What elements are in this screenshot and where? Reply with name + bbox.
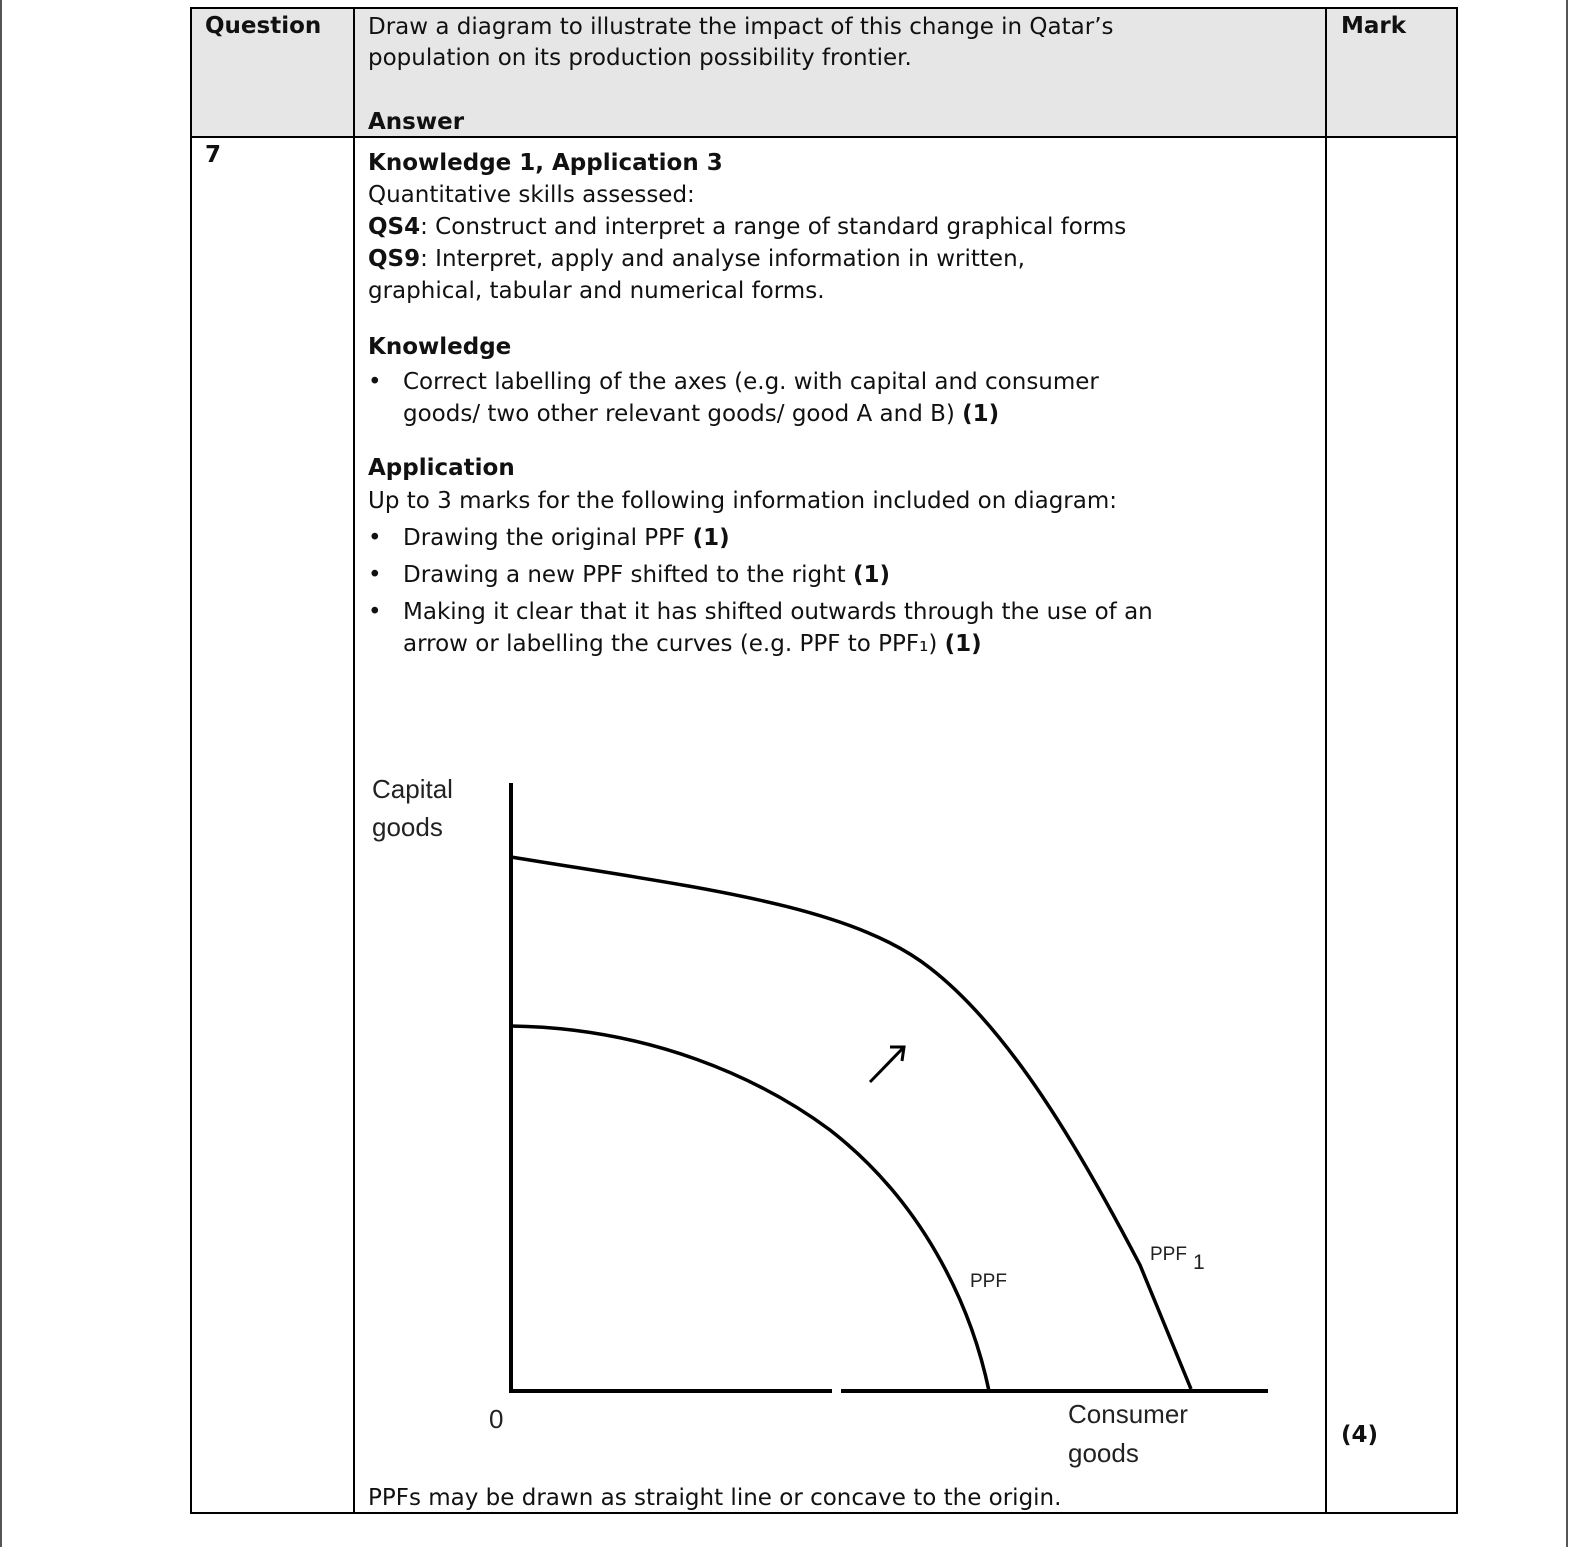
- bullet-text: Correct labelling of the axes (e.g. with capital and consumer: [403, 369, 1099, 395]
- mark-column-header: Mark: [1341, 13, 1407, 39]
- y-axis-label-line-2: goods: [372, 812, 443, 842]
- bullet-mark: (1): [944, 631, 982, 657]
- application-intro: Up to 3 marks for the following information included on diagram:: [368, 488, 1118, 514]
- bullet-icon: •: [368, 599, 382, 625]
- shift-arrow-icon: [870, 1047, 904, 1082]
- ppf1-label: PPF 1: [1150, 1244, 1205, 1274]
- question-column-header: Question: [205, 13, 322, 39]
- ppf-curve: [511, 1026, 989, 1391]
- bullet-text-line-2: arrow or labelling the curves (e.g. PPF to PPF₁) (1): [403, 631, 982, 657]
- qs4-text: : Construct and interpret a range of standard graphical forms: [420, 214, 1127, 240]
- x-axis-label-line-1: Consumer: [1068, 1399, 1188, 1429]
- bullet-mark: (1): [692, 525, 730, 551]
- origin-label: 0: [489, 1404, 504, 1434]
- qs9-text-line-2: graphical, tabular and numerical forms.: [368, 278, 825, 304]
- footnote: PPFs may be drawn as straight line or concave to the origin.: [368, 1485, 1062, 1511]
- y-axis-label-line-1: Capital: [372, 774, 453, 804]
- bullet-text: Drawing the original PPF (1): [403, 525, 730, 551]
- ppf1-curve: [511, 857, 1191, 1389]
- qs4-code: QS4: [368, 214, 421, 240]
- ppf-label: PPF: [970, 1271, 1007, 1292]
- question-number: 7: [205, 142, 222, 168]
- question-text-line-2: population on its production possibility frontier.: [368, 45, 912, 71]
- application-heading: Application: [368, 455, 515, 481]
- qs9-code: QS9: [368, 246, 421, 272]
- x-axis-label-line-2: goods: [1068, 1438, 1139, 1468]
- total-mark: (4): [1341, 1422, 1379, 1448]
- marks-heading: Knowledge 1, Application 3: [368, 150, 723, 176]
- bullet-text: Making it clear that it has shifted outwards through the use of an: [403, 599, 1153, 625]
- qs9-text: : Interpret, apply and analyse information in written,: [420, 246, 1025, 272]
- answer-label: Answer: [368, 109, 465, 135]
- bullet-mark: (1): [853, 562, 891, 588]
- bullet-text-line-2: goods/ two other relevant goods/ good A and B) (1): [403, 401, 1000, 427]
- bullet-icon: •: [368, 369, 382, 395]
- knowledge-heading: Knowledge: [368, 334, 512, 360]
- bullet-icon: •: [368, 525, 382, 551]
- bullet-text: Drawing a new PPF shifted to the right (1): [403, 562, 891, 588]
- qs-intro: Quantitative skills assessed:: [368, 182, 695, 208]
- bullet-mark: (1): [962, 401, 1000, 427]
- bullet-icon: •: [368, 562, 382, 588]
- ppf1-subscript: 1: [1192, 1251, 1205, 1274]
- question-text-line-1: Draw a diagram to illustrate the impact of this change in Qatar’s: [368, 14, 1114, 40]
